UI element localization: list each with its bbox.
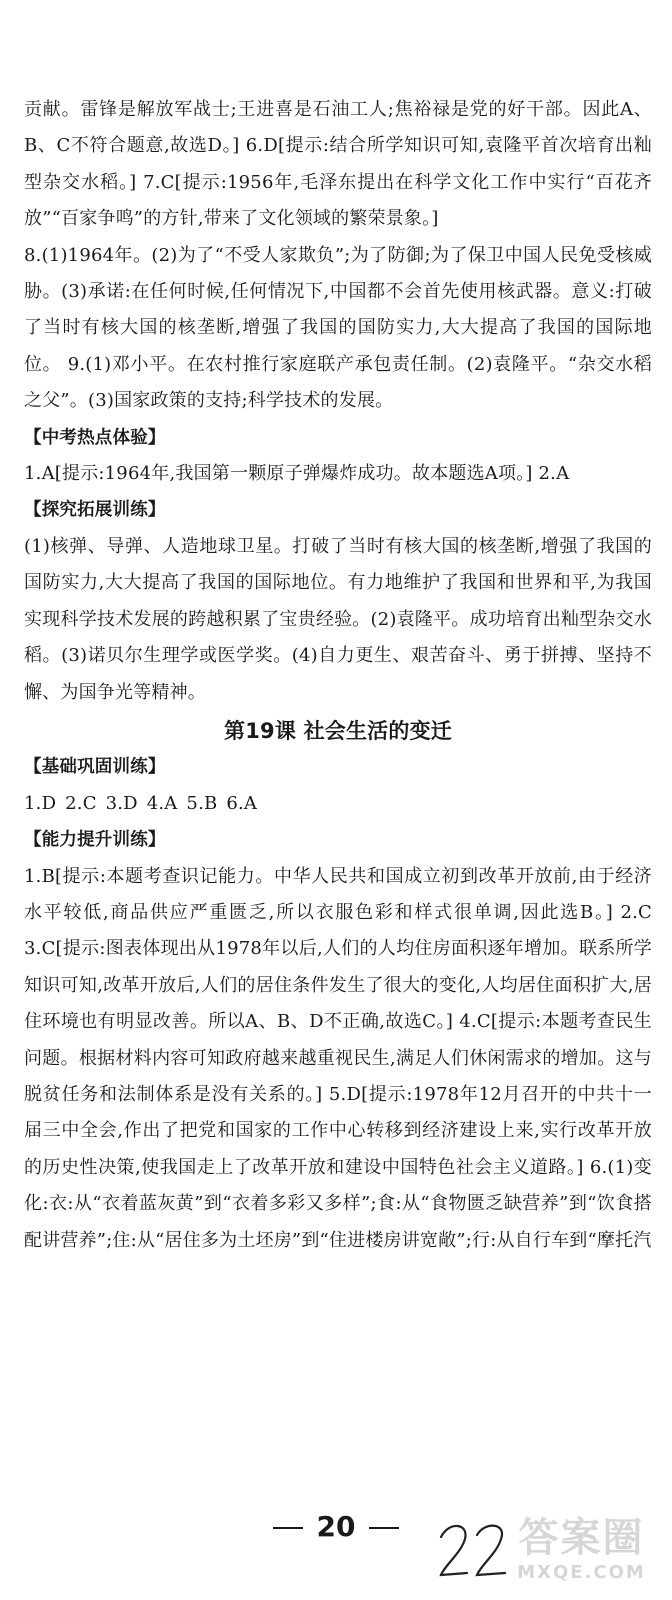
site-watermark [499,1514,664,1594]
answer-list: 1.D 2.C 3.D 4.A 5.B 6.A [24,792,258,814]
section-header-ability-training: 【能力提升训练】 [24,830,166,851]
answer-paragraph: 8.(1)1964年。(2)为了“不受人家欺负”;为了防御;为了保卫中国人民免受核威胁。(3)承诺:在任何时候,任何情况下,中国都不会首先使用核武器。意义:打破了当时有核大国的核垄断,增强了我国的国防实力,大大提高了我国的国际地位。 9.(1)邓小平。在农村推行家庭联产承包责任制。(2)袁隆平。“杂交水稻之父”。(3)国家政策的支持;科学技术的发展。 [24,244,652,412]
answer-paragraph: 1.B[提示:本题考查识记能力。中华人民共和国成立初到改革开放前,由于经济水平较低,商品供应严重匮乏,所以衣服色彩和样式很单调,因此选B。] 2.C 3.C[提示:图表体现出从1978年以后,人们的人均住房面积逐年增加。联系所学知识可知,改革开放后,人们的居住条件发生了很大的变化,人均居住面积扩大,居住环境也有明显改善。所以A、B、D不正确,故选C。] 4.C[提示:本题考查民生问题。根据材料内容可知政府越来越重视民生,满足人们休闲需求的增加。这与脱贫任务和法制体系是没有关系的。] 5.D[提示:1978年12月召开的中共十一届三中全会,作出了把党和国家的工作中心转移到经济建设上来,实行改革开放的历史性决策,使我国走上了改革开放和建设中国特色社会主义道路。] 6.(1)变化:衣:从“衣着蓝灰黄”到“衣着多彩又多样”;食:从“食物匮乏缺营养”到“饮食搭配讲营养”;住:从“居住多为土坯房”到“住进楼房讲宽敞”;行:从自行车到“摩托汽 [24,865,652,1251]
section-header-hot-experience: 【中考热点体验】 [24,427,166,448]
answer-paragraph: 贡献。雷锋是解放军战士;王进喜是石油工人;焦裕禄是党的好干部。因此A、B、C不符合题意,故选D。] 6.D[提示:结合所学知识可知,袁隆平首次培育出籼型杂交水稻。] 7.C[提示:1956年,毛泽东提出在科学文化工作中实行“百花齐放”“百家争鸣”的方针,带来了文化领域的繁荣景象。] [24,99,652,230]
watermark-logo-text: 答案圈 [518,1515,645,1561]
answer-page-body [24,92,652,1259]
answer-paragraph: 1.A[提示:1964年,我国第一颗原子弹爆炸成功。故本题选A项。] 2.A [24,463,570,485]
section-header-explore-training: 【探究拓展训练】 [24,500,166,521]
footer-dash-left [273,1527,303,1529]
footer-dash-right [369,1527,399,1529]
section-header-basic-training: 【基础巩固训练】 [24,757,166,778]
watermark-url: MXQE.COM [517,1562,646,1583]
lesson-title: 第19课 社会生活的变迁 [224,718,452,743]
answer-paragraph: (1)核弹、导弹、人造地球卫星。打破了当时有核大国的核垄断,增强了我国的国防实力,大大提高了我国的国际地位。有力地维护了我国和世界和平,为我国实现科学技术发展的跨越积累了宝贵经验。(2)袁隆平。成功培育出籼型杂交水稻。(3)诺贝尔生理学或医学奖。(4)自力更生、艰苦奋斗、勇于拼搏、坚持不懈、为国争光等精神。 [24,535,652,703]
page-number: 20 [316,1510,356,1543]
